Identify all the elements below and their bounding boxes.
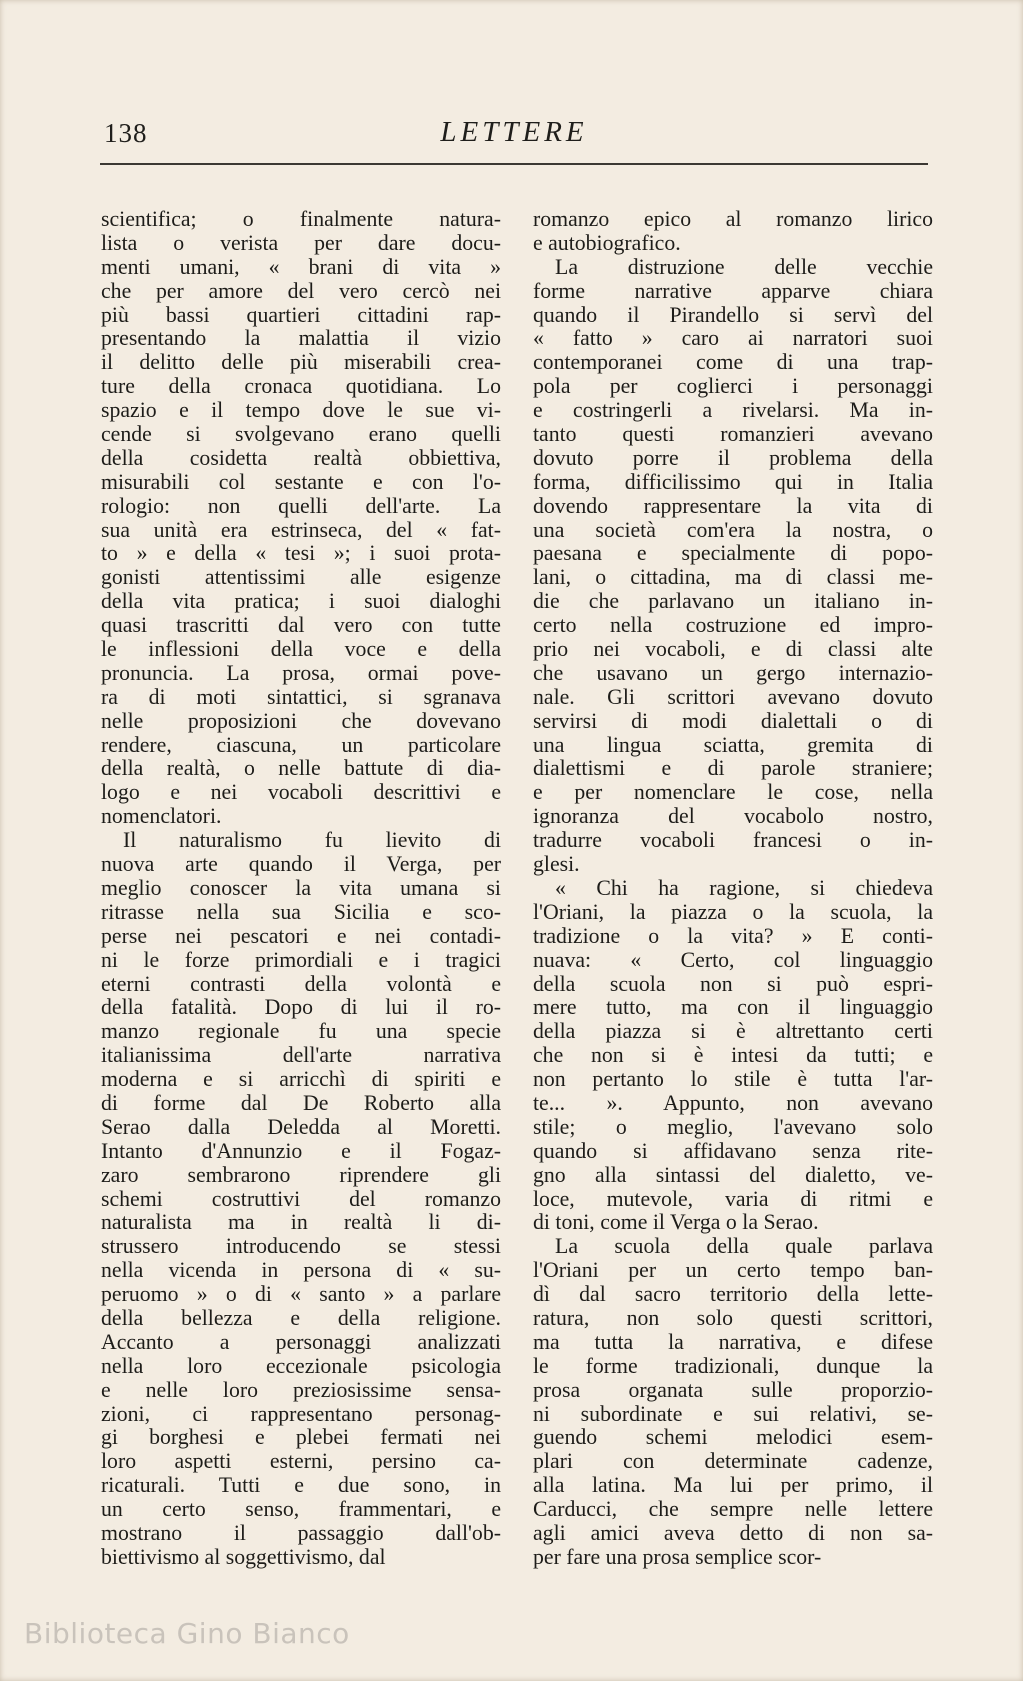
text-line: « fatto » caro ai narratori suoi — [533, 326, 933, 351]
text-line: della realtà, o nelle battute di dia- — [101, 756, 501, 781]
text-line: ignoranza del vocabolo nostro, — [533, 804, 933, 829]
text-line: mere tutto, ma con il linguaggio — [533, 995, 933, 1020]
text-line: agli amici aveva detto di non sa- — [533, 1520, 933, 1545]
text-line: menti umani, « brani di vita » — [101, 254, 501, 279]
text-line: zaro sembrarono riprendere gli — [101, 1162, 501, 1187]
text-line: moderna e si arricchì di spiriti e — [101, 1067, 501, 1092]
text-line: La scuola della quale parlava — [555, 1234, 933, 1259]
text-line: tanto questi romanzieri avevano — [533, 422, 933, 447]
text-line: ture della cronaca quotidiana. Lo — [101, 374, 501, 399]
text-line: ritrasse nella sua Sicilia e sco- — [101, 899, 501, 924]
text-line: ratura, non solo questi scrittori, — [533, 1305, 933, 1330]
text-line: certo nella costruzione ed impro- — [533, 613, 933, 638]
right-text-column — [533, 208, 933, 1588]
text-line: forme narrative apparve chiara — [533, 278, 933, 303]
text-line: della fatalità. Dopo di lui il ro- — [101, 995, 501, 1020]
text-line: che per amore del vero cercò nei — [101, 278, 501, 303]
text-line: l'Oriani per un certo tempo ban- — [533, 1258, 933, 1283]
text-line: sua unità era estrinseca, del « fat- — [101, 517, 501, 542]
text-line: pronuncia. La prosa, ormai pove- — [101, 660, 501, 685]
text-line: le inflessioni della voce e della — [101, 637, 501, 662]
text-line: manzo regionale fu una specie — [101, 1019, 501, 1044]
text-line: ra di moti sintattici, si sgranava — [101, 684, 501, 709]
text-line: gno alla sintassi del dialetto, ve- — [533, 1162, 933, 1187]
text-line: Carducci, che sempre nelle lettere — [533, 1497, 933, 1522]
text-line: meglio conoscer la vita umana si — [101, 875, 501, 900]
text-line: Intanto d'Annunzio e il Fogaz- — [101, 1138, 501, 1163]
text-line: La distruzione delle vecchie — [555, 254, 933, 279]
text-line: peruomo » o di « santo » a parlare — [101, 1282, 501, 1307]
text-line: dì dal sacro territorio della lette- — [533, 1282, 933, 1307]
text-line: contemporanei come di una trap- — [533, 350, 933, 375]
text-line: schemi costruttivi del romanzo — [101, 1186, 501, 1211]
text-line: die che parlavano un italiano in- — [533, 589, 933, 614]
text-line: alla latina. Ma lui per primo, il — [533, 1473, 933, 1498]
text-line: eterni contrasti della volontà e — [101, 971, 501, 996]
text-line: perse nei pescatori e nei contadi- — [101, 923, 501, 948]
text-line: te... ». Appunto, non avevano — [533, 1090, 933, 1115]
text-line: guendo schemi melodici esem- — [533, 1425, 933, 1450]
text-line: zioni, ci rappresentano personag- — [101, 1401, 501, 1426]
text-line: paesana e specialmente di popo- — [533, 541, 933, 566]
text-line: il delitto delle più miserabili crea- — [101, 350, 501, 375]
text-line: spazio e il tempo dove le sue vi- — [101, 398, 501, 423]
left-text-column — [101, 208, 501, 1588]
text-line: e per nomenclare le cose, nella — [533, 780, 933, 805]
text-line: una società com'era la nostra, o — [533, 517, 933, 542]
text-line: nuava: « Certo, col linguaggio — [533, 947, 933, 972]
text-line: l'Oriani, la piazza o la scuola, la — [533, 899, 933, 924]
text-line: to » e della « tesi »; i suoi prota- — [101, 541, 501, 566]
text-line: pola per coglierci i personaggi — [533, 374, 933, 399]
text-line: quando si affidavano senza rite- — [533, 1138, 933, 1163]
text-line: ni subordinate e sui relativi, se- — [533, 1401, 933, 1426]
text-line: strussero introducendo se stessi — [101, 1234, 501, 1259]
text-line: forma, difficilissimo qui in Italia — [533, 469, 933, 494]
text-line: che non si è intesi da tutti; e — [533, 1043, 933, 1068]
text-line: rendere, ciascuna, un particolare — [101, 732, 501, 757]
text-line: tradizione o la vita? » E conti- — [533, 923, 933, 948]
text-line: della cosidetta realtà obbiettiva, — [101, 445, 501, 470]
text-line: nelle proposizioni che dovevano — [101, 708, 501, 733]
text-line: dovendo rappresentare la vita di — [533, 493, 933, 518]
text-line: Accanto a personaggi analizzati — [101, 1329, 501, 1354]
text-line: della scuola non si può espri- — [533, 971, 933, 996]
text-line: servirsi di modi dialettali o di — [533, 708, 933, 733]
header-rule — [100, 163, 928, 165]
text-line: ma tutta la narrativa, e difese — [533, 1329, 933, 1354]
text-line: quasi trascritti dal vero con tutte — [101, 613, 501, 638]
text-line: e costringerli a rivelarsi. Ma in- — [533, 398, 933, 423]
library-watermark: Biblioteca Gino Bianco — [24, 1617, 350, 1650]
text-line: mostrano il passaggio dall'ob- — [101, 1520, 501, 1545]
text-line: che usavano un gergo internazio- — [533, 660, 933, 685]
text-line: « Chi ha ragione, si chiedeva — [555, 875, 933, 900]
text-line: plari con determinate cadenze, — [533, 1449, 933, 1474]
text-line: e nelle loro preziosissime sensa- — [101, 1377, 501, 1402]
text-line: stile; o meglio, l'avevano solo — [533, 1114, 933, 1139]
text-line: per fare una prosa semplice scor- — [533, 1544, 822, 1569]
text-line: una lingua sciatta, gremita di — [533, 732, 933, 757]
text-line: glesi. — [533, 852, 580, 877]
text-line: cende si svolgevano erano quelli — [101, 422, 501, 447]
text-line: nuova arte quando il Verga, per — [101, 852, 501, 877]
text-line: presentando la malattia il vizio — [101, 326, 501, 351]
text-line: romanzo epico al romanzo lirico — [533, 207, 933, 231]
text-line: Il naturalismo fu lievito di — [123, 828, 501, 853]
text-line: italianissima dell'arte narrativa — [101, 1043, 501, 1068]
text-line: biettivismo al soggettivismo, dal — [101, 1544, 386, 1569]
text-line: ni le forze primordiali e i tragici — [101, 947, 501, 972]
text-line: le forme tradizionali, dunque la — [533, 1353, 933, 1378]
text-line: non pertanto lo stile è tutta l'ar- — [533, 1067, 933, 1092]
page-number: 138 — [104, 118, 148, 148]
text-line: logo e nei vocaboli descrittivi e — [101, 780, 501, 805]
text-line: misurabili col sestante e con l'o- — [101, 469, 501, 494]
text-line: della bellezza e della religione. — [101, 1305, 501, 1330]
text-line: prio nei vocaboli, e di classi alte — [533, 637, 933, 662]
text-line: di toni, come il Verga o la Serao. — [533, 1210, 819, 1235]
text-line: e autobiografico. — [533, 230, 681, 255]
text-line: gonisti attentissimi alle esigenze — [101, 565, 501, 590]
text-line: nella vicenda in persona di « su- — [101, 1258, 501, 1283]
text-line: ricaturali. Tutti e due sono, in — [101, 1473, 501, 1498]
text-line: quando il Pirandello si servì del — [533, 302, 933, 327]
text-line: un certo senso, frammentari, e — [101, 1497, 501, 1522]
text-line: scientifica; o finalmente natura- — [101, 207, 501, 231]
text-line: prosa organata sulle proporzio- — [533, 1377, 933, 1402]
running-title: LETTERE — [440, 116, 588, 148]
text-line: nomenclatori. — [101, 804, 222, 829]
text-line: loro aspetti esterni, persino ca- — [101, 1449, 501, 1474]
text-line: lista o verista per dare docu- — [101, 230, 501, 255]
text-line: Serao dalla Deledda al Moretti. — [101, 1114, 501, 1139]
text-line: gi borghesi e plebei fermati nei — [101, 1425, 501, 1450]
text-line: della vita pratica; i suoi dialoghi — [101, 589, 501, 614]
page-header — [100, 112, 928, 152]
text-line: lani, o cittadina, ma di classi me- — [533, 565, 933, 590]
text-line: rologio: non quelli dell'arte. La — [101, 493, 501, 518]
text-line: naturalista ma in realtà li di- — [101, 1210, 501, 1235]
text-line: più bassi quartieri cittadini rap- — [101, 302, 501, 327]
text-line: di forme dal De Roberto alla — [101, 1090, 501, 1115]
text-line: dovuto porre il problema della — [533, 445, 933, 470]
text-line: loce, mutevole, varia di ritmi e — [533, 1186, 933, 1211]
text-line: dialettismi e di parole straniere; — [533, 756, 933, 781]
text-line: nella loro eccezionale psicologia — [101, 1353, 501, 1378]
text-line: nale. Gli scrittori avevano dovuto — [533, 684, 933, 709]
text-line: della piazza si è altrettanto certi — [533, 1019, 933, 1044]
text-line: tradurre vocaboli francesi o in- — [533, 828, 933, 853]
